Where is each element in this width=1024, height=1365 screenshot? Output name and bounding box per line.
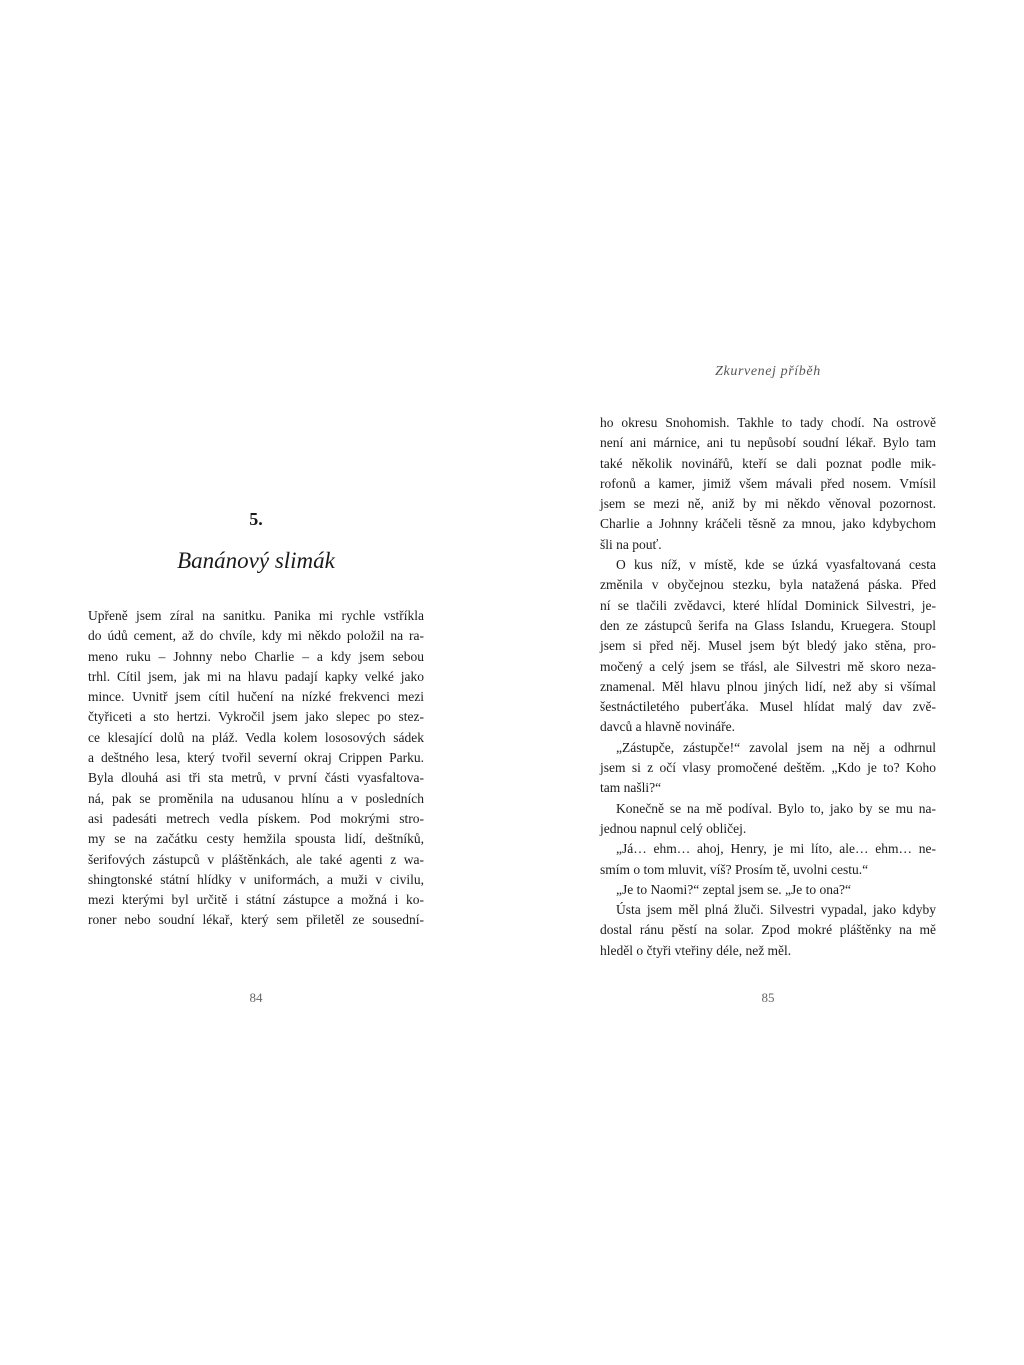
text-line: Upřeně jsem zíral na sanitku. Panika mi rychle vstříkla bbox=[88, 608, 424, 623]
text-line: Konečně se na mě podíval. Bylo to, jako by se mu na- bbox=[616, 800, 936, 816]
text-line: ní se tlačili zvědavci, které hlídal Dominick Silvestri, je- bbox=[600, 597, 936, 613]
text-line: ho okresu Snohomish. Takhle to tady chodí. Na ostrově bbox=[600, 415, 936, 430]
text-line: není ani márnice, ani tu nepůsobí soudní lékař. Bylo tam bbox=[600, 435, 936, 451]
text-line: ce klesající dolů na pláž. Vedla kolem lososových sádek bbox=[88, 729, 424, 745]
text-line: asi padesáti metrech vedla pískem. Pod mokrými stro- bbox=[88, 810, 424, 826]
text-line: „Zástupče, zástupče!“ zavolal jsem na něj a odhrnul bbox=[616, 739, 936, 755]
text-line: den ze zástupců šerifa na Glass Islandu, Kruegera. Stoupl bbox=[600, 617, 936, 633]
text-line: shingtonské státní hlídky v uniformách, a muži v civilu, bbox=[88, 871, 424, 887]
text-line: šestnáctiletého puberťáka. Musel hlídat malý dav zvě- bbox=[600, 699, 936, 715]
text-line: O kus níž, v místě, kde se úzká vyasfaltovaná cesta bbox=[616, 557, 936, 573]
left-page-body-text bbox=[88, 606, 424, 931]
right-page-body-text bbox=[600, 413, 936, 961]
text-line: trhl. Cítil jsem, jak mi na hlavu padají kapky velké jako bbox=[88, 668, 424, 684]
right-page bbox=[512, 0, 1024, 1365]
text-line: změnila v obyčejnou stezku, byla natažená páska. Před bbox=[600, 577, 936, 593]
text-line: mince. Uvnitř jsem cítil hučení na nízké frekvenci mezi bbox=[88, 689, 424, 705]
text-line: ná, pak se proměnila na udusanou hlínu a v posledních bbox=[88, 790, 424, 806]
text-line: šli na pouť. bbox=[600, 536, 662, 552]
text-line: Charlie a Johnny kráčeli těsně za mnou, jako kdybychom bbox=[600, 516, 936, 532]
text-line: smím o tom mluvit, víš? Prosím tě, uvolni cestu.“ bbox=[600, 861, 869, 877]
text-line: hleděl o čtyři vteřiny déle, než měl. bbox=[600, 942, 792, 958]
right-page-number: 85 bbox=[761, 990, 775, 1005]
text-line: šerifových zástupců v pláštěnkách, ale také agenti z wa- bbox=[88, 851, 424, 867]
text-line: tam našli?“ bbox=[600, 780, 662, 796]
chapter-number: 5. bbox=[249, 509, 263, 529]
text-line: také několik novinářů, kteří se dali poznat podle mik- bbox=[600, 455, 936, 471]
text-line: jsem si z očí vlasy promočené deštěm. „Kdo je to? Koho bbox=[600, 760, 936, 776]
text-line: jsem se mezi ně, aniž by mi někdo věnoval pozornost. bbox=[600, 496, 936, 512]
text-line: Byla dlouhá asi tři sta metrů, v první části vyasfaltova- bbox=[88, 770, 424, 786]
text-line: meno ruku – Johnny nebo Charlie – a kdy jsem sebou bbox=[88, 648, 424, 664]
text-line: dostal ránu pěstí na solar. Zpod mokré pláštěnky na mě bbox=[600, 922, 936, 938]
text-line: Ústa jsem měl plná žluči. Silvestri vypadal, jako kdyby bbox=[616, 902, 936, 918]
text-line: čtyřiceti a sto hertzi. Vykročil jsem jako slepec po stez- bbox=[88, 709, 424, 725]
text-line: močený a celý jsem se třásl, ale Silvestri mě skoro neza- bbox=[600, 658, 936, 674]
text-line: a deštného lesa, který tvořil severní okraj Crippen Parku. bbox=[88, 750, 424, 766]
text-line: do údů cement, až do chvíle, kdy mi někdo položil na ra- bbox=[88, 628, 424, 644]
text-line: znamenal. Měl hlavu plnou jiných lidí, než aby si všímal bbox=[600, 678, 936, 694]
text-line: davců a hlavně novináře. bbox=[600, 719, 735, 735]
text-line: my se na začátku cesty hemžila spousta lidí, deštníků, bbox=[88, 831, 424, 847]
text-line: jsem si před něj. Musel jsem být bledý jako stěna, pro- bbox=[600, 638, 936, 654]
running-head: Zkurvenej příběh bbox=[715, 364, 821, 379]
chapter-title: Banánový slimák bbox=[177, 548, 335, 573]
left-page-number: 84 bbox=[249, 990, 263, 1005]
text-line: jednou napnul celý obličej. bbox=[600, 820, 747, 836]
text-line: roner nebo soudní lékař, který sem přiletěl ze sousední- bbox=[88, 912, 424, 928]
text-line: rofonů a kamer, jimiž všem mávali před nosem. Vmísil bbox=[600, 475, 936, 491]
text-line: „Já… ehm… ahoj, Henry, je mi líto, ale… ehm… ne- bbox=[616, 841, 936, 857]
text-line: „Je to Naomi?“ zeptal jsem se. „Je to ona?“ bbox=[616, 881, 852, 897]
text-line: mezi kterými byl určitě i státní zástupce a možná i ko- bbox=[88, 892, 424, 908]
